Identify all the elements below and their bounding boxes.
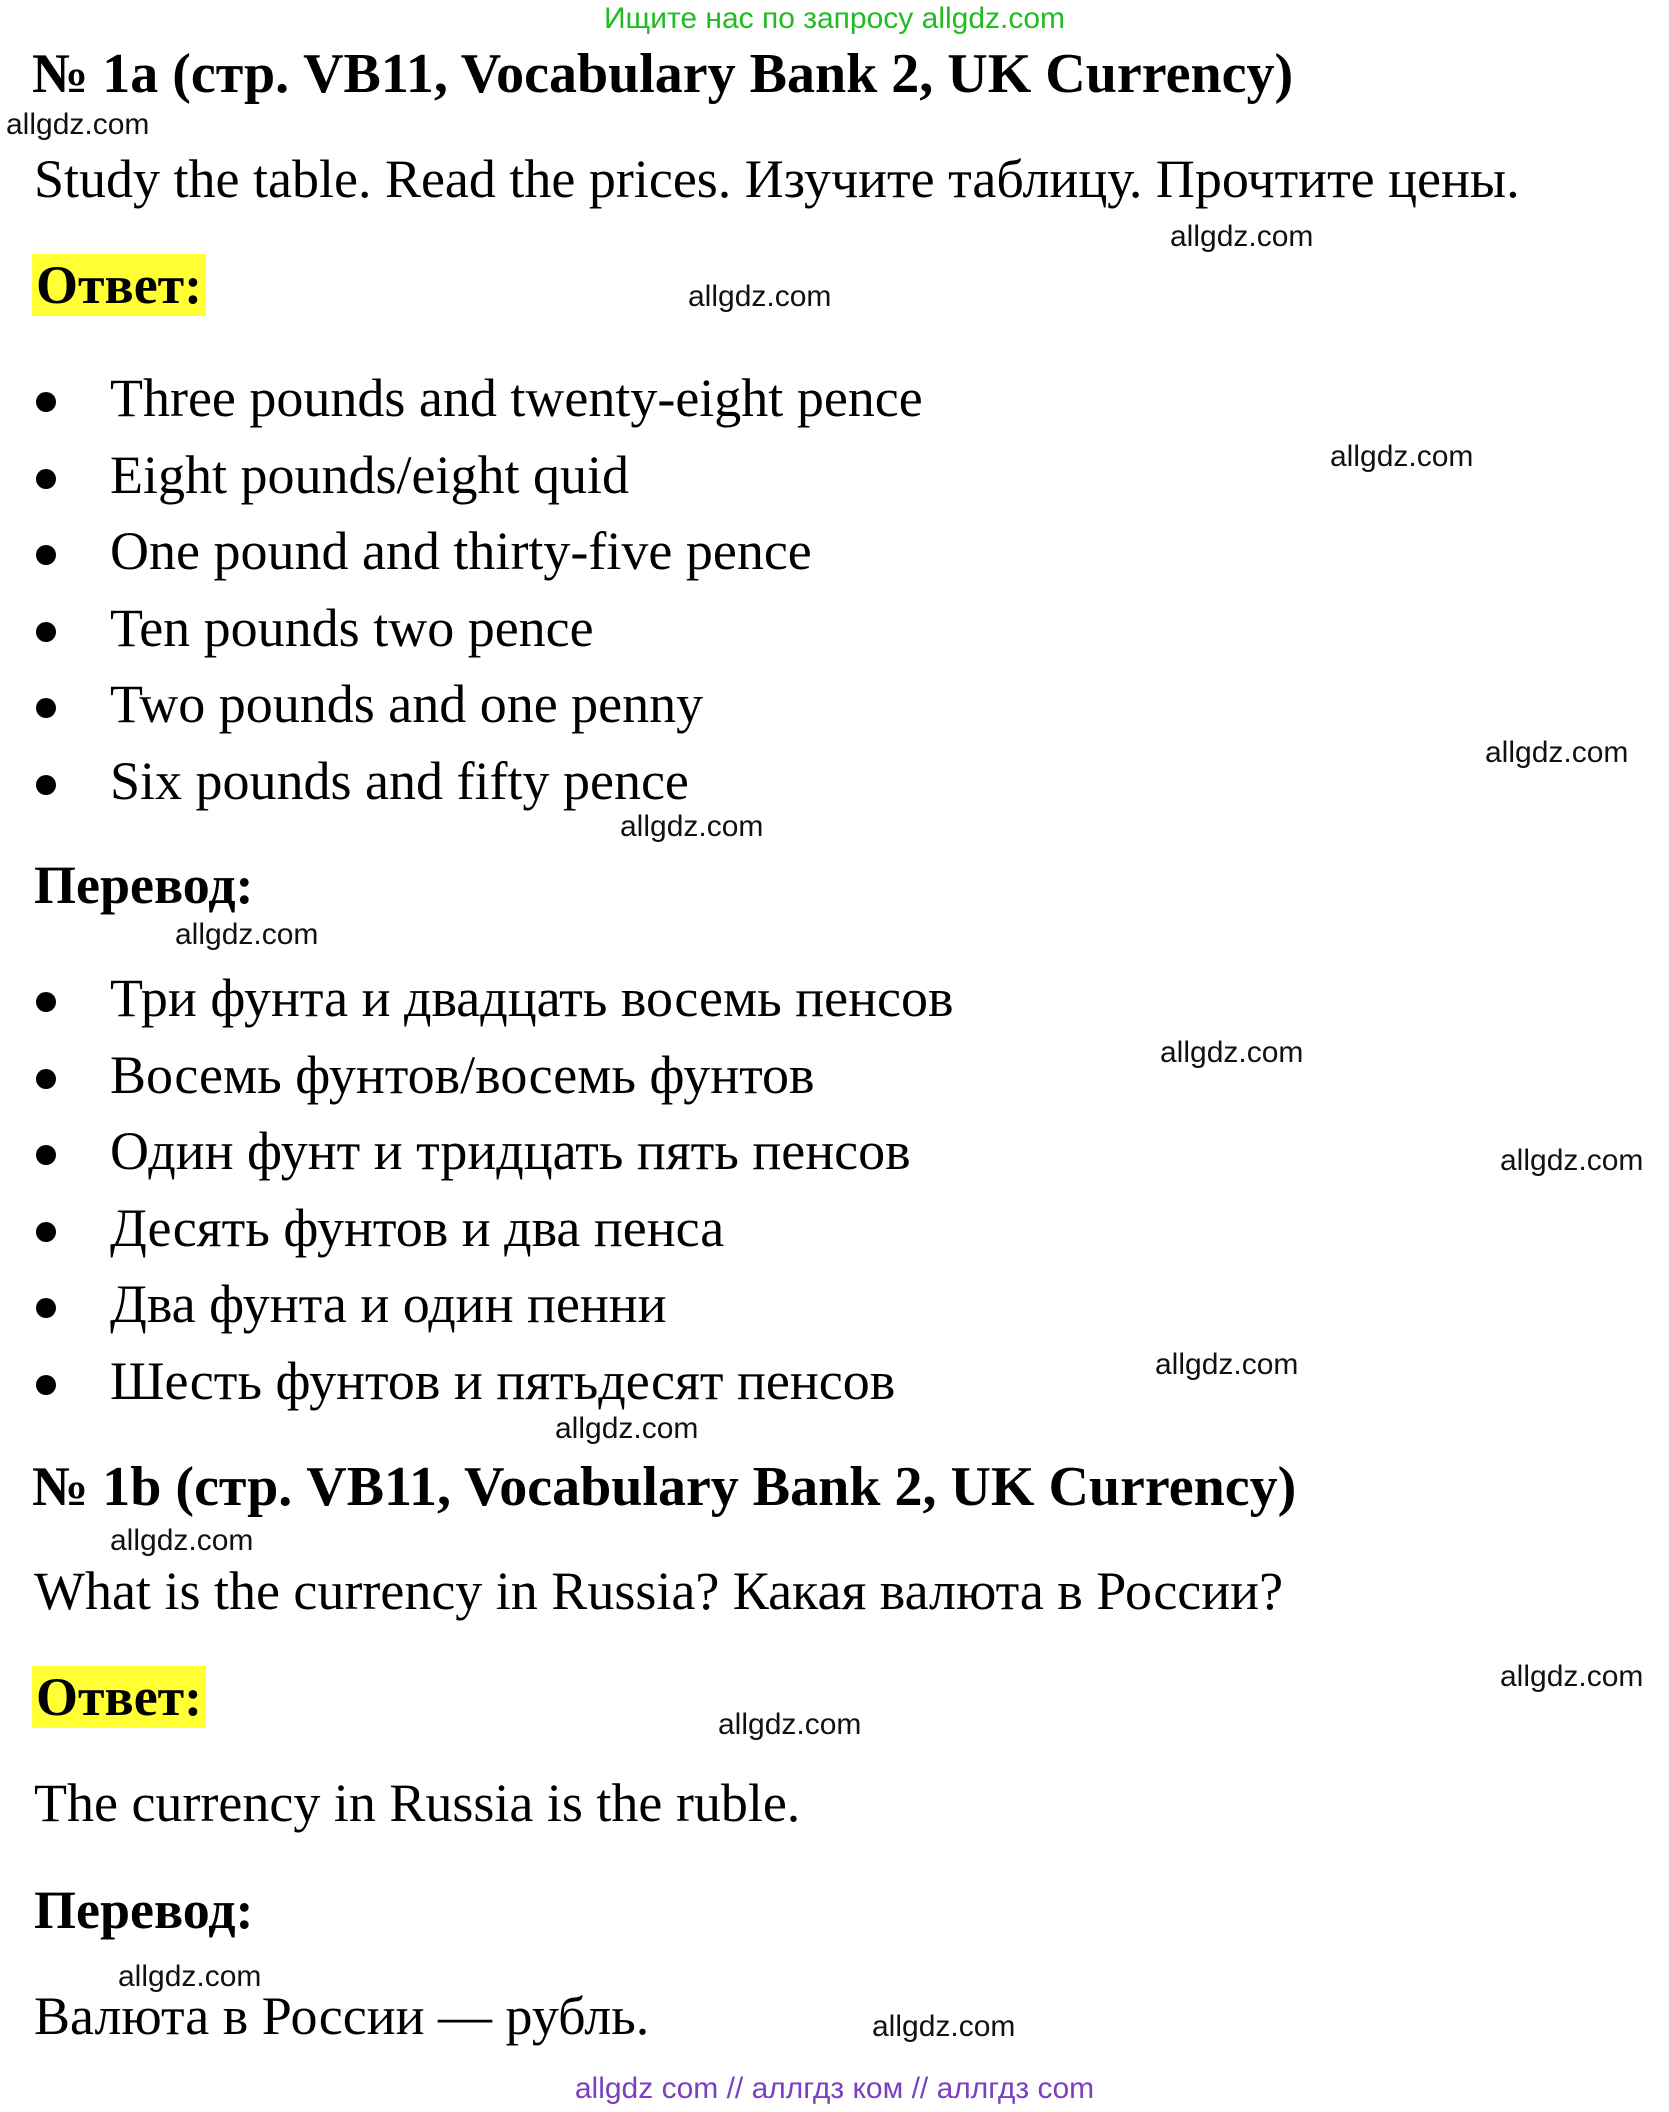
- bullet-icon: [36, 1069, 56, 1089]
- task-1b-answer-label: Ответ:: [32, 1666, 206, 1728]
- task-1b-translation-label: Перевод:: [34, 1880, 254, 1940]
- watermark: allgdz.com: [555, 1412, 699, 1445]
- promo-banner[interactable]: Ищите нас по запросу allgdz.com: [603, 2, 1066, 35]
- bullet-icon: [36, 469, 56, 489]
- watermark: allgdz.com: [620, 810, 764, 843]
- bullet-icon: [36, 1145, 56, 1165]
- bullet-icon: [36, 545, 56, 565]
- list-item: Two pounds and one penny: [0, 666, 923, 743]
- watermark: allgdz.com: [118, 1960, 262, 1993]
- list-item: Два фунта и один пенни: [0, 1266, 954, 1343]
- watermark: allgdz.com: [1500, 1144, 1644, 1177]
- bullet-icon: [36, 698, 56, 718]
- bullet-icon: [36, 1298, 56, 1318]
- task-1b-answer: The currency in Russia is the ruble.: [34, 1773, 801, 1833]
- watermark: allgdz.com: [1155, 1348, 1299, 1381]
- task-1a-answer-label: Ответ:: [32, 254, 206, 316]
- watermark: allgdz.com: [688, 280, 832, 313]
- list-item: Десять фунтов и два пенса: [0, 1190, 954, 1267]
- watermark: allgdz.com: [872, 2010, 1016, 2043]
- bullet-icon: [36, 1222, 56, 1242]
- list-item: One pound and thirty-five pence: [0, 513, 923, 590]
- watermark: allgdz.com: [1160, 1036, 1304, 1069]
- list-item: Ten pounds two pence: [0, 590, 923, 667]
- list-item: Три фунта и двадцать восемь пенсов: [0, 960, 954, 1037]
- watermark: allgdz.com: [1485, 736, 1629, 769]
- watermark: allgdz.com: [1330, 440, 1474, 473]
- bullet-icon: [36, 392, 56, 412]
- bullet-icon: [36, 992, 56, 1012]
- task-1b-heading: № 1b (стр. VB11, Vocabulary Bank 2, UK Currency): [32, 1456, 1297, 1518]
- list-item: Один фунт и тридцать пять пенсов: [0, 1113, 954, 1190]
- list-item: Шесть фунтов и пятьдесят пенсов: [0, 1343, 954, 1420]
- watermark: allgdz.com: [1500, 1660, 1644, 1693]
- watermark: allgdz.com: [6, 108, 150, 141]
- bullet-icon: [36, 1375, 56, 1395]
- task-1a-instruction: Study the table. Read the prices. Изучите таблицу. Прочтите цены.: [34, 149, 1520, 209]
- list-item: Six pounds and fifty pence: [0, 743, 923, 820]
- bullet-icon: [36, 622, 56, 642]
- task-1b-translation: Валюта в России — рубль.: [34, 1986, 650, 2046]
- watermark: allgdz.com: [175, 918, 319, 951]
- task-1b-question: What is the currency in Russia? Какая валюта в России?: [34, 1561, 1284, 1621]
- list-item: Three pounds and twenty-eight pence: [0, 360, 923, 437]
- watermark: allgdz.com: [718, 1708, 862, 1741]
- task-1a-translation-list: [0, 960, 954, 1419]
- task-1a-heading: № 1a (стр. VB11, Vocabulary Bank 2, UK Currency): [32, 43, 1294, 105]
- watermark: allgdz.com: [1170, 220, 1314, 253]
- bullet-icon: [36, 775, 56, 795]
- watermark: allgdz.com: [110, 1524, 254, 1557]
- list-item: Восемь фунтов/восемь фунтов: [0, 1037, 954, 1114]
- task-1a-translation-label: Перевод:: [34, 855, 254, 915]
- list-item: Eight pounds/eight quid: [0, 437, 923, 514]
- footer-links[interactable]: allgdz com // аллгдз ком // аллгдз com: [574, 2072, 1095, 2105]
- task-1a-answer-list: [0, 360, 923, 819]
